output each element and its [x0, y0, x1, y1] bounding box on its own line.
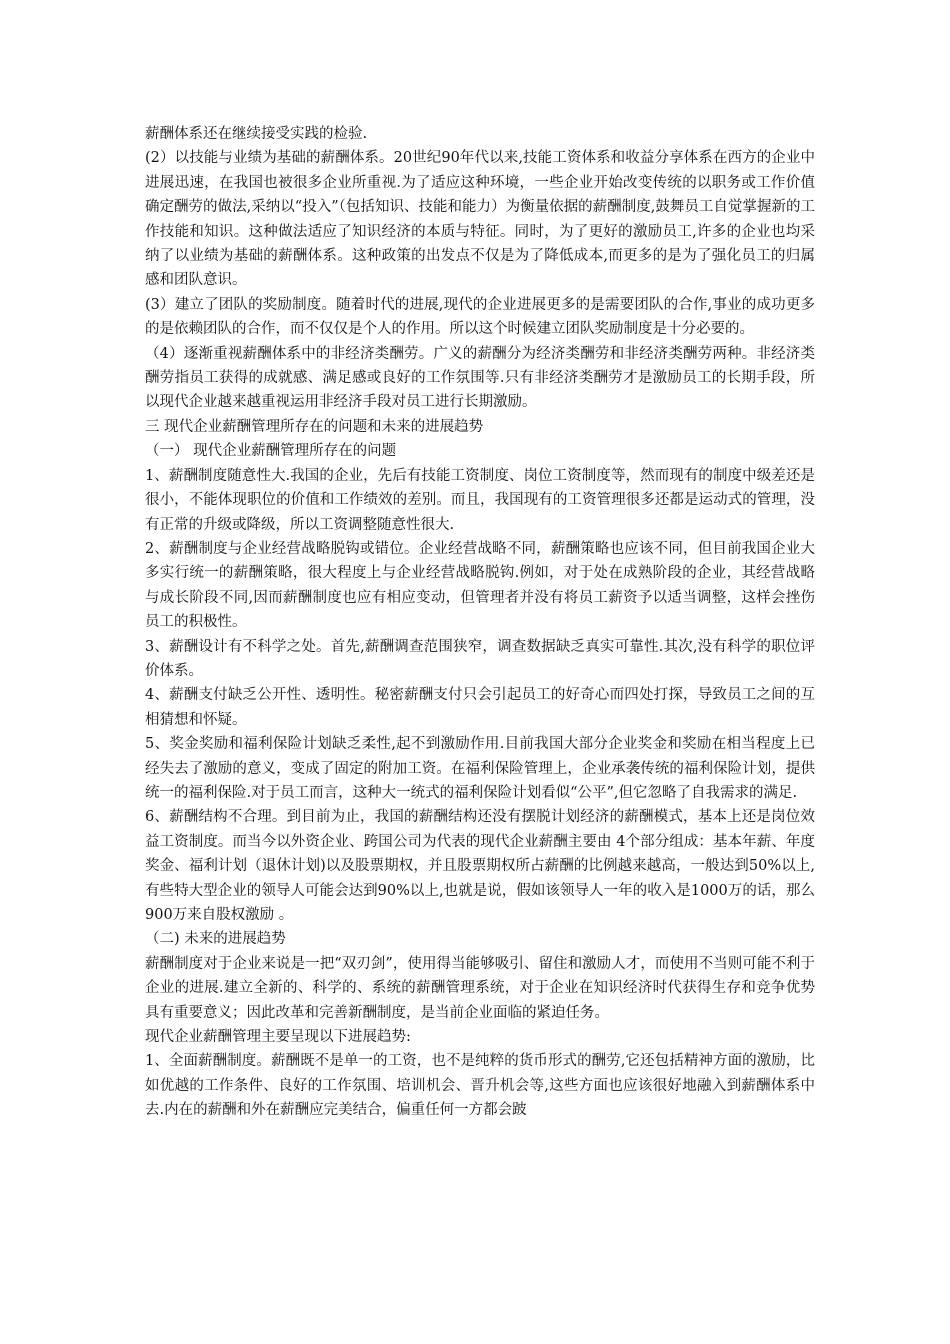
paragraph-non-economic-reward: （4）逐渐重视薪酬体系中的非经济类酬劳。广义的薪酬分为经济类酬劳和非经济类酬劳两种。非经济类酬劳指员工获得的成就感、满足感或良好的工作氛围等.只有非经济类酬劳才是激励员工的长期手段，所以现代企业越来越重视运用非经济手段对员工进行长期激励。 — [145, 345, 815, 411]
paragraph-trends-intro: 薪酬制度对于企业来说是一把“双刃剑”，使用得当能够吸引、留住和激励人才，而使用不当则可能不利于企业的进展.建立全新的、科学的、系统的薪酬管理系统，对于企业在知识经济时代获得生存和竞争优势具有重要意义；因此改革和完善新酬制度，是当前企业面临的紧迫任务。 — [145, 955, 815, 1021]
paragraph-problem-3: 3、薪酬设计有不科学之处。首先,薪酬调查范围狭窄，调查数据缺乏真实可靠性.其次,没有科学的职位评价体系。 — [145, 638, 815, 679]
paragraph-problem-5: 5、奖金奖励和福利保险计划缺乏柔性,起不到激励作用.目前我国大部分企业奖金和奖励在相当程度上已经失去了激励的意义，变成了固定的附加工资。在福利保险管理上，企业承袭传统的福利保险计划，提供统一的福利保险.对于员工而言，这种大一统式的福利保险计划看似“公平”,但它忽略了自我需求的满足. — [145, 736, 815, 801]
document-body — [145, 122, 815, 1123]
paragraph-problem-1: 1、薪酬制度随意性大.我国的企业，先后有技能工资制度、岗位工资制度等，然而现有的制度中级差还是很小，不能体现职位的价值和工作绩效的差别。而且，我国现有的工资管理很多还都是运动式的管理，没有正常的升级或降级，所以工资调整随意性很大. — [145, 467, 815, 533]
paragraph-problem-2: 2、薪酬制度与企业经营战略脱钩或错位。企业经营战略不同，薪酬策略也应该不同，但目前我国企业大多实行统一的薪酬策略，很大程度上与企业经营战略脱钩.例如，对于处在成熟阶段的企业，其经营战略与成长阶段不同,因而薪酬制度也应有相应变动，但管理者并没有将员工薪资予以适当调整，这样会挫伤员工的积极性。 — [145, 540, 815, 631]
paragraph-problem-6: 6、薪酬结构不合理。到目前为止，我国的薪酬结构还没有摆脱计划经济的薪酬模式，基本上还是岗位效益工资制度。而当今以外资企业、跨国公司为代表的现代企业薪酬主要由 4个部分组成：基本年薪、年度奖金、福利计划（退休计划)以及股票期权，并且股票期权所占薪酬的比例越来越高，一般达到50%以上,有些特大型企业的领导人可能会达到90%以上,也就是说，假如该领导人一年的收入是1000万的话，那么900万来自股权激励 。 — [145, 809, 815, 923]
paragraph-trends-lead: 现代企业薪酬管理主要呈现以下进展趋势: — [145, 1029, 411, 1046]
section-heading-3: 三 现代企业薪酬管理所存在的问题和未来的进展趋势 — [145, 418, 484, 435]
subsection-heading-problems: （一） 现代企业薪酬管理所存在的问题 — [145, 443, 397, 460]
paragraph-problem-4: 4、薪酬支付缺乏公开性、透明性。秘密薪酬支付只会引起员工的好奇心而四处打探，导致员工之间的互相猜想和怀疑。 — [145, 687, 815, 728]
paragraph-trend-1: 1、全面薪酬制度。薪酬既不是单一的工资，也不是纯粹的货币形式的酬劳,它还包括精神方面的激励，比如优越的工作条件、良好的工作氛围、培训机会、晋升机会等,这些方面也应该很好地融入到薪酬体系中去.内在的薪酬和外在薪酬应完美结合，偏重任何一方都会跛 — [145, 1053, 815, 1119]
subsection-heading-trends: （二) 未来的进展趋势 — [145, 931, 286, 948]
paragraph-team-reward: (3）建立了团队的奖励制度。随着时代的进展,现代的企业进展更多的是需要团队的合作,事业的成功更多的是依赖团队的合作，而不仅仅是个人的作用。所以这个时候建立团队奖励制度是十分必要的。 — [145, 296, 815, 338]
paragraph-skill-performance-pay: (2）以技能与业绩为基础的薪酬体系。20世纪90年代以来,技能工资体系和收益分享体系在西方的企业中进展迅速，在我国也被很多企业所重视.为了适应这种环境，一些企业开始改变传统的以职务或工作价值确定酬劳的做法,采纳以“投入”（包括知识、技能和能力）为衡量依据的薪酬制度,鼓舞员工自觉掌握新的工作技能和知识。这种做法适应了知识经济的本质与特征。同时，为了更好的激励员工,许多的企业也均采纳了以业绩为基础的薪酬体系。这种政策的出发点不仅是为了降低成本,而更多的是为了强化员工的归属感和团队意识。 — [145, 150, 815, 289]
paragraph-continuation: 薪酬体系还在继续接受实践的检验. — [145, 126, 368, 142]
